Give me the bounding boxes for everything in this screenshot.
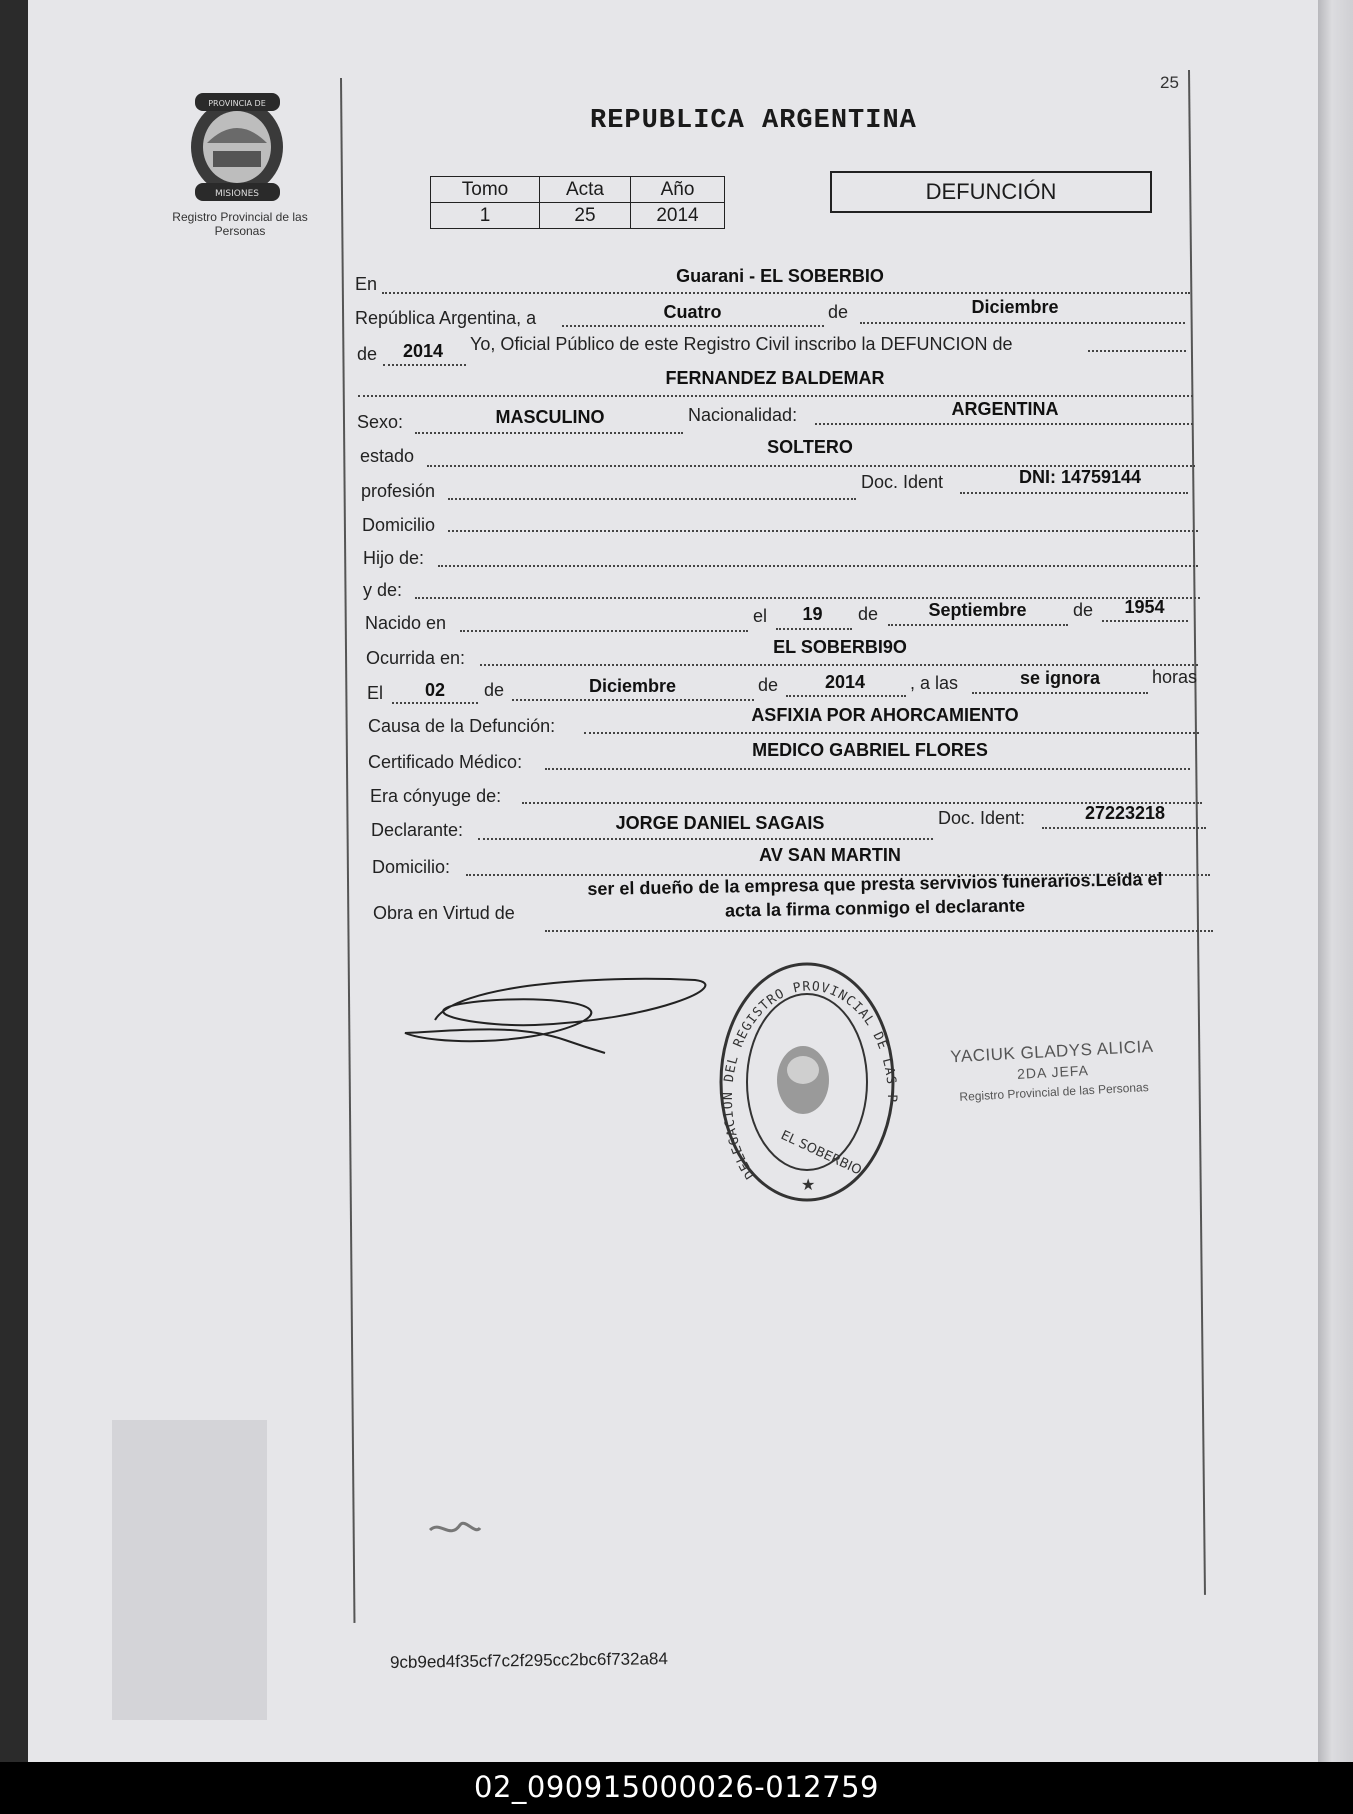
obra-line-1: ser el dueño de la empresa que presta servivios funerarios.Leida el — [587, 868, 1163, 900]
anio-header: Año — [631, 177, 725, 203]
nacido-day-line — [776, 628, 852, 630]
domicilio-line — [448, 530, 1198, 532]
month-value: Diciembre — [971, 297, 1059, 317]
declarante-line — [478, 838, 933, 840]
reference-table — [430, 176, 725, 229]
fecha-hour-line — [972, 692, 1148, 694]
ocurrida-label: Ocurrida en: — [366, 648, 466, 668]
nacido-year: 1954 — [1124, 597, 1165, 617]
declarante-doc-label: Doc. Ident: — [938, 808, 1026, 828]
hijo-de-label: Hijo de: — [363, 548, 425, 568]
svg-text:EL SOBERBIO: EL SOBERBIO — [778, 1128, 864, 1179]
fecha-el-label: El — [367, 683, 384, 703]
en-value: Guarani - EL SOBERBIO — [676, 266, 884, 286]
official-office: Registro Provincial de las Personas — [959, 1080, 1149, 1104]
deceased-name: FERNANDEZ BALDEMAR — [665, 368, 885, 388]
obra-value — [545, 868, 1205, 921]
fecha-year: 2014 — [824, 672, 866, 692]
fecha-hour: se ignora — [1019, 668, 1101, 688]
page-title: REPUBLICA ARGENTINA — [590, 106, 917, 136]
hijo-de-line — [438, 565, 1198, 567]
fecha-day: 02 — [424, 680, 446, 700]
svg-text:PROVINCIA DE: PROVINCIA DE — [208, 99, 266, 108]
doc-ident-value: DNI: 14759144 — [1018, 467, 1142, 487]
official-role: 2DA JEFA — [1016, 1062, 1090, 1082]
official-name: YACIUK GLADYS ALICIA — [949, 1036, 1154, 1067]
intro-end-line — [1088, 350, 1186, 352]
fecha-month: Diciembre — [588, 676, 677, 696]
obra-line-2: acta la firma conmigo el declarante — [724, 895, 1026, 921]
nacido-de2-label: de — [1073, 600, 1094, 620]
ocurrida-line — [480, 664, 1198, 666]
declarante-label: Declarante: — [371, 820, 464, 840]
province-seal-logo — [185, 93, 290, 201]
official-name-stamp — [937, 1036, 1170, 1108]
declarante-domicilio-label: Domicilio: — [372, 857, 451, 877]
nacionalidad-value: ARGENTINA — [951, 399, 1059, 419]
tomo-header: Tomo — [431, 177, 540, 203]
causa-value: ASFIXIA POR AHORCAMIENTO — [751, 705, 1019, 725]
fecha-alas-label: , a las — [910, 673, 959, 693]
causa-line — [584, 732, 1199, 734]
svg-text:DELEGACION DEL REGISTRO PROVIN: DELEGACION DEL REGISTRO PROVINCIAL DE LAS P — [720, 979, 900, 1182]
fecha-year-line — [786, 695, 906, 697]
sexo-value: MASCULINO — [495, 407, 605, 427]
nacido-month-line — [888, 624, 1068, 626]
intro-de-label: de — [357, 344, 378, 364]
document-hash: 9cb9ed4f35cf7c2f295cc2bc6f732a84 — [389, 1649, 669, 1672]
certificado-value: MEDICO GABRIEL FLORES — [752, 740, 988, 760]
causa-label: Causa de la Defunción: — [368, 716, 556, 736]
declarant-signature — [395, 965, 725, 1065]
official-stamp — [715, 960, 900, 1205]
sexo-line — [415, 432, 683, 434]
nacido-de1-label: de — [858, 604, 879, 624]
certificado-label: Certificado Médico: — [368, 752, 523, 772]
acta-header: Acta — [540, 177, 631, 203]
ocurrida-value: EL SOBERBI9O — [773, 637, 907, 657]
document-type-box: DEFUNCIÓN — [830, 171, 1152, 213]
tomo-value: 1 — [431, 203, 540, 229]
fecha-horas-label: horas — [1152, 667, 1198, 687]
obra-line — [545, 930, 1213, 932]
declarante-domicilio-value: AV SAN MARTIN — [759, 845, 901, 865]
fecha-de1-label: de — [484, 680, 505, 700]
svg-text:★: ★ — [801, 1175, 816, 1194]
intro-text: Yo, Oficial Público de este Registro Civil inscribo la DEFUNCION de — [470, 334, 1013, 354]
y-de-label: y de: — [363, 580, 403, 600]
nacido-year-line — [1102, 620, 1188, 622]
ink-smudge — [425, 1510, 485, 1550]
nacido-label: Nacido en — [365, 613, 447, 633]
profesion-line — [448, 498, 856, 500]
day-value: Cuatro — [663, 302, 722, 322]
month-line — [860, 322, 1185, 324]
conyuge-label: Era cónyuge de: — [370, 786, 502, 806]
page-number: 25 — [1160, 73, 1179, 92]
registry-label: Registro Provincial de las Personas — [172, 210, 308, 238]
acta-value: 25 — [540, 203, 631, 229]
declarante-value: JORGE DANIEL SAGAIS — [615, 813, 825, 833]
fecha-day-line — [392, 702, 478, 704]
de-label: de — [828, 302, 849, 322]
nacido-day: 19 — [802, 604, 823, 624]
fecha-month-line — [512, 699, 754, 701]
certificado-line — [545, 768, 1190, 770]
anio-value: 2014 — [631, 203, 725, 229]
republica-label: República Argentina, a — [355, 308, 537, 328]
declarante-doc-value: 27223218 — [1084, 803, 1166, 823]
profesion-label: profesión — [361, 481, 436, 501]
y-de-line — [415, 597, 1200, 599]
estado-value: SOLTERO — [767, 437, 853, 457]
bleed-through-mark — [112, 1420, 267, 1720]
doc-ident-label: Doc. Ident — [861, 472, 944, 492]
nacionalidad-label: Nacionalidad: — [688, 405, 798, 425]
name-line — [358, 395, 1193, 397]
en-label: En — [355, 274, 378, 294]
estado-label: estado — [360, 446, 415, 466]
nacido-el-label: el — [753, 606, 768, 626]
obra-label: Obra en Virtud de — [373, 903, 515, 923]
domicilio-label: Domicilio — [362, 515, 436, 535]
year-value: 2014 — [402, 341, 444, 361]
doc-ident-line — [960, 492, 1188, 494]
declarante-doc-line — [1042, 827, 1206, 829]
year-line — [383, 364, 466, 366]
fecha-de2-label: de — [758, 675, 779, 695]
page-edge — [1318, 0, 1353, 1762]
svg-text:MISIONES: MISIONES — [214, 189, 260, 199]
day-line — [562, 325, 824, 327]
sexo-label: Sexo: — [357, 412, 404, 432]
nacionalidad-line — [815, 423, 1193, 425]
footer-code: 02_090915000026-012759 — [474, 1770, 879, 1804]
nacido-place-line — [460, 630, 748, 632]
nacido-month: Septiembre — [928, 600, 1027, 620]
en-line — [382, 292, 1190, 294]
